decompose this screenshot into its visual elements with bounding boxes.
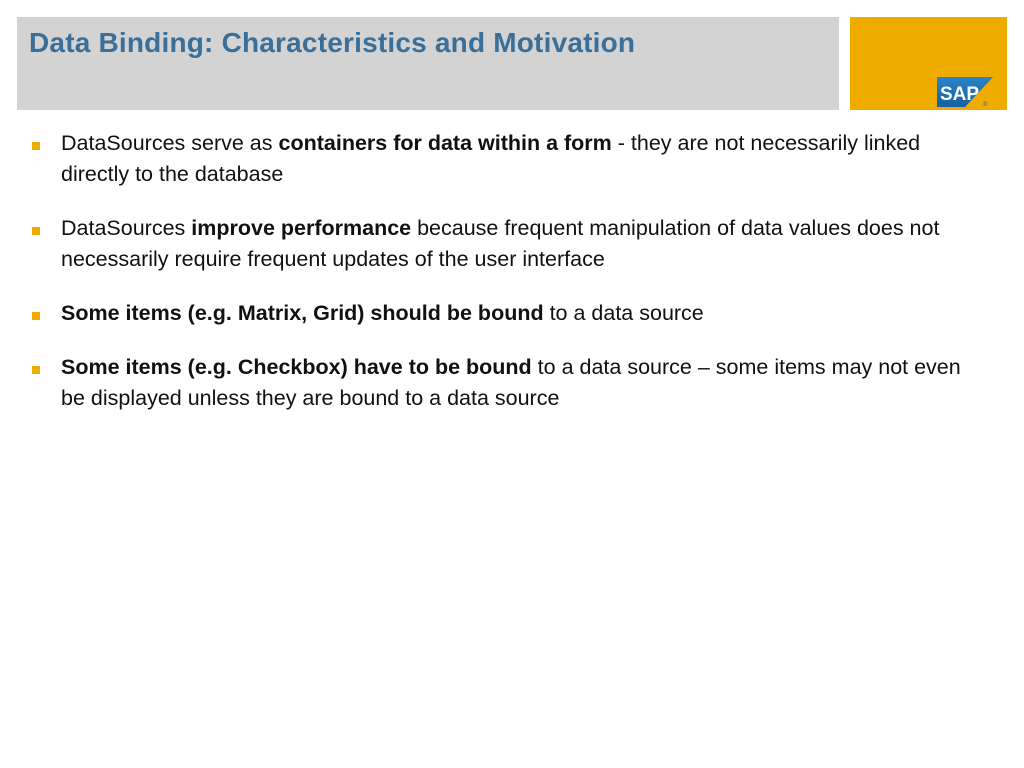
bullet-text-trail: to a data source (543, 301, 704, 325)
bullet-list (30, 128, 980, 437)
bullet-text-lead: DataSources (61, 216, 192, 240)
bullet-text-bold: containers for data within a form (278, 131, 612, 155)
title-band (17, 17, 839, 110)
bullet-text-bold: Some items (e.g. Matrix, Grid) should be bound (61, 301, 544, 325)
sap-logo-text: SAP (940, 84, 980, 105)
bullet-text-bold: improve performance (191, 216, 412, 240)
bullet-item (30, 128, 980, 190)
square-bullet-icon (32, 366, 40, 374)
bullet-text-trail: - they are not necessarily linked directly to the database (61, 131, 921, 186)
bullet-text-lead: DataSources serve as (61, 131, 279, 155)
svg-text:®: ® (983, 102, 988, 107)
bullet-item (30, 352, 980, 414)
bullet-text-trail: to a data source – some items may not even be displayed unless they are bound to a data source (61, 355, 961, 410)
bullet-text-bold: Some items (e.g. Checkbox) have to be bound (61, 355, 532, 379)
bullet-text-trail: because frequent manipulation of data values does not necessarily require frequent updates of the user interface (61, 216, 940, 271)
square-bullet-icon (32, 142, 40, 150)
sap-logo-icon (937, 77, 993, 107)
bullet-item (30, 213, 980, 275)
square-bullet-icon (32, 312, 40, 320)
square-bullet-icon (32, 227, 40, 235)
bullet-item (30, 298, 980, 329)
logo-band (850, 17, 1007, 110)
slide-title: Data Binding: Characteristics and Motivation (29, 27, 636, 58)
